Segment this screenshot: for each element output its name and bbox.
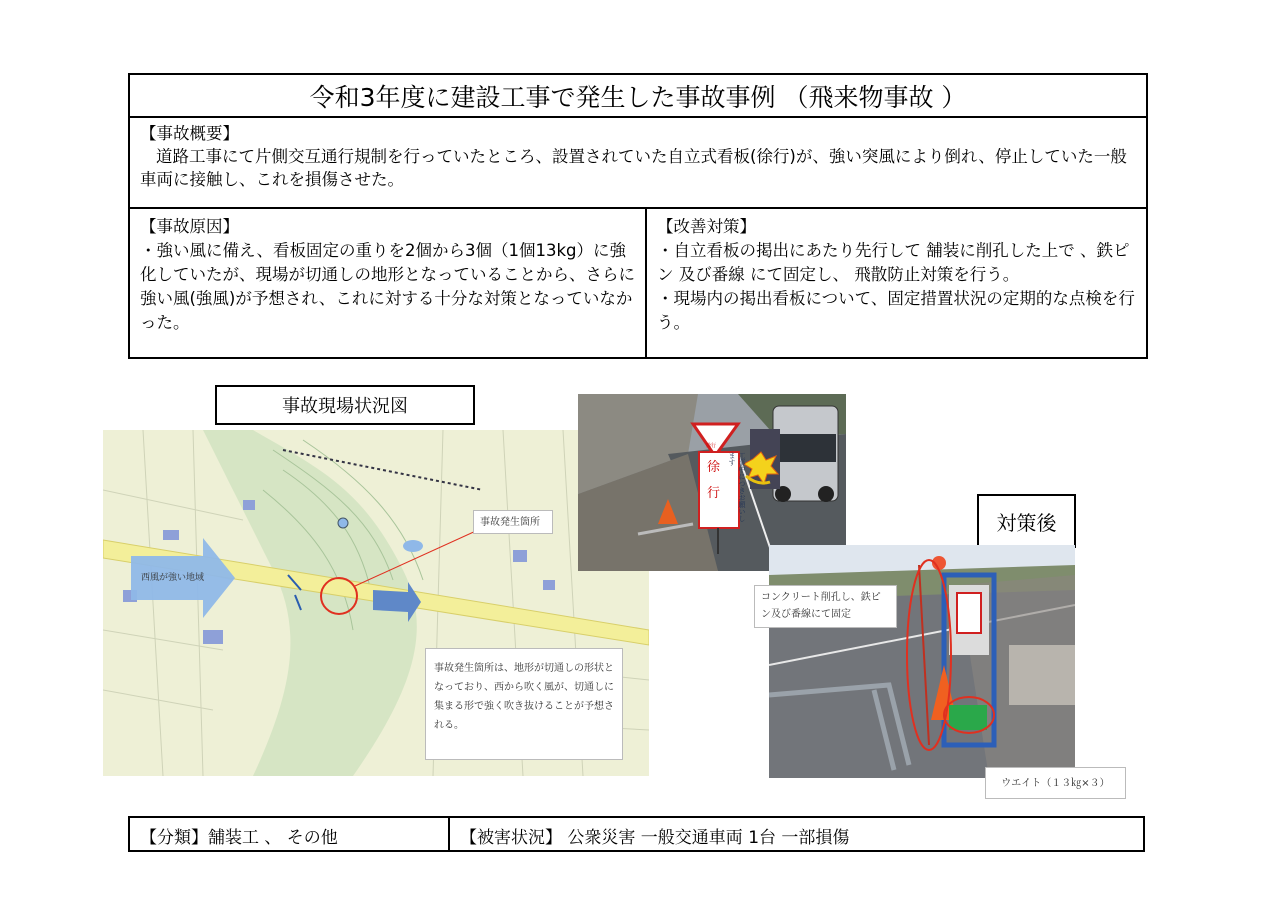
concrete-anchor-callout [754,585,897,628]
improvement-measures [645,207,1148,359]
terrain-description-text: 事故発生箇所は、地形が切通しの形状となっており、西から吹く風が、切通しに集まる形で強く吹き抜けることが予想される。 [434,663,614,731]
after-measures-photo-graphic [769,545,1075,778]
scene-diagram-label-text: 事故現場状況図 [282,396,408,417]
measure-item: ・自立看板の掲出にあたり先行して 舗装に削孔した上で 、鉄ピン 及び番線 にて固定し、 飛散防止対策を行う。 [657,241,1130,284]
terrain-description [425,648,623,760]
cause-heading: 【事故原因】 [140,217,239,236]
accident-overview [128,116,1148,209]
page-title-text: 令和3年度に建設工事で発生した事故事例 （飛来物事故 ） [309,82,967,112]
measure-item: ・現場内の掲出看板について、固定措置状況の定期的な点検を行う。 [657,289,1135,332]
after-measures-label-text: 対策後 [996,510,1057,535]
concrete-anchor-callout-text: コンクリート削孔し、鉄ピン及び番線にて固定 [761,592,881,620]
weight-callout-text: ウエイト（１３㎏×３） [1001,777,1110,789]
cause-body: ・強い風に備え、看板固定の重りを2個から3個（1個13kg）に強化していたが、現場が切通しの地形となっていることから、さらに強い風(強風)が予想され、これに対する十分な対策となっていなかった。 [140,241,635,332]
weight-callout [985,767,1126,799]
after-measures-photo [769,545,1075,778]
wind-area-label: 西風が強い地域 [141,573,205,583]
accident-site-callout-text: 事故発生箇所 [480,517,540,528]
sign-main-char2: 行 [707,486,721,501]
scene-diagram-label [215,385,475,425]
sign-small-top: 徐行 [706,443,717,449]
accident-site-callout [473,510,553,534]
sign-side-text: 工事中につきお願いします [728,452,746,522]
sign-main-char1: 徐 [707,460,721,475]
damage-status-text: 【被害状況】 公衆災害 一般交通車両 1台 一部損傷 [460,828,850,848]
classification [128,816,450,852]
accident-cause [128,207,647,359]
page-title [128,73,1148,118]
overview-body: 道路工事にて片側交互通行規制を行っていたところ、設置されていた自立式看板(徐行)が、強い突風により倒れ、停止していた一般車両に接触し、これを損傷させた。 [140,147,1127,189]
damage-status [448,816,1145,852]
measures-heading: 【改善対策】 [657,217,756,236]
overview-heading: 【事故概要】 [140,124,239,143]
classification-text: 【分類】舗装工 、 その他 [140,828,338,848]
after-measures-label [977,494,1076,548]
